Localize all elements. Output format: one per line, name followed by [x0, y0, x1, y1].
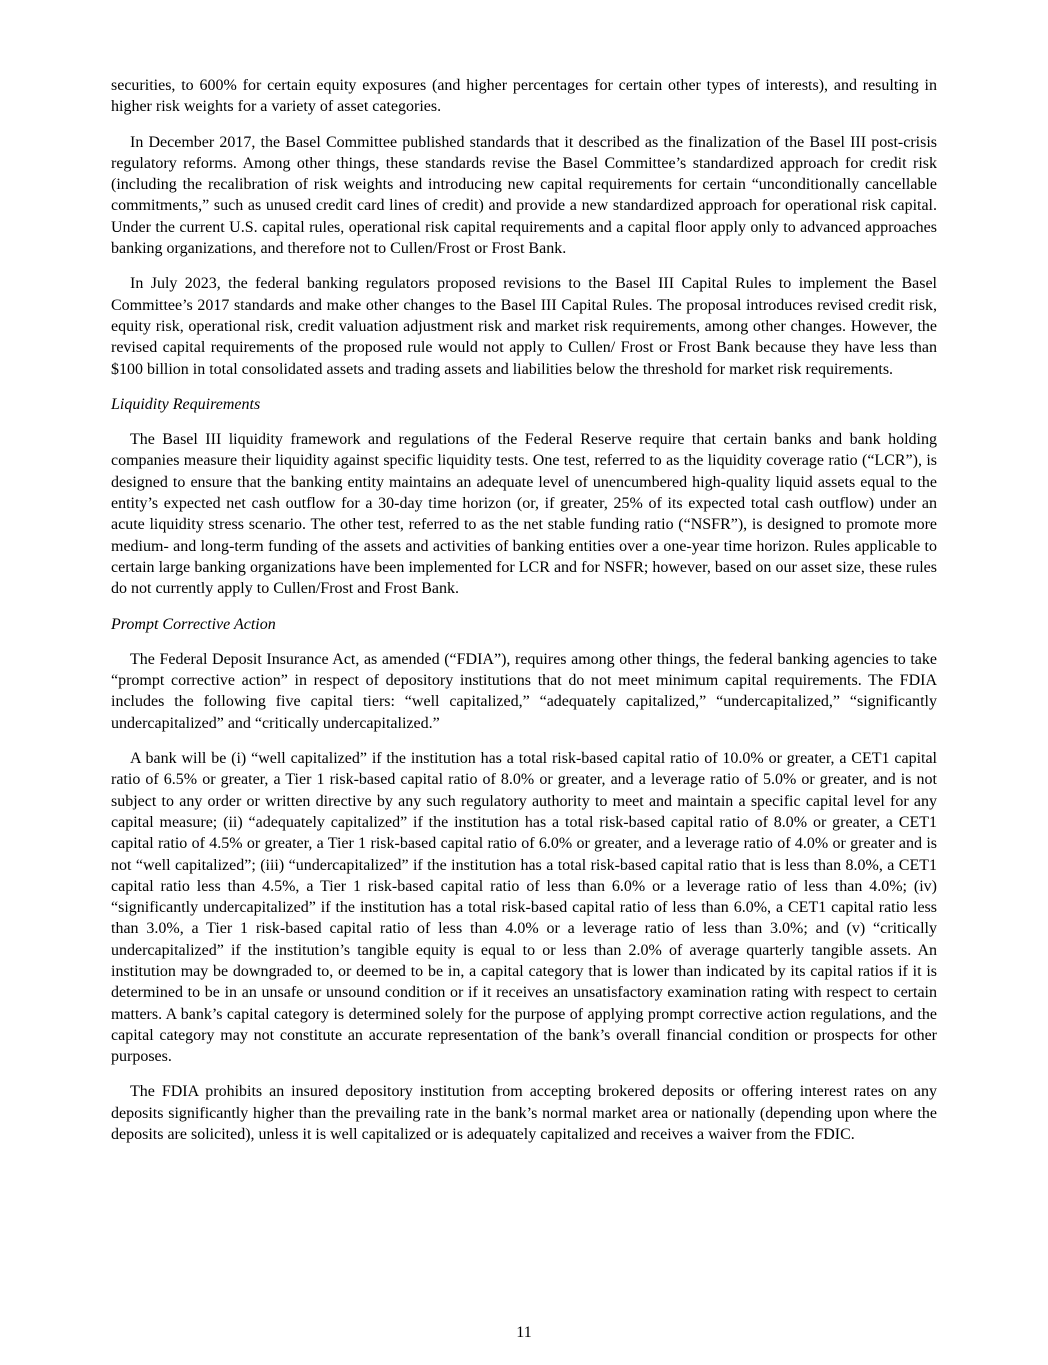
paragraph-brokered-deposits: The FDIA prohibits an insured depository institution from accepting brokered deposits or offering interest rates on any deposits significantly higher than the prevailing rate in the bank’s normal market area or nationally (depending upon where the deposits are solicited), unless it is well capitalized or is adequately capitalized and receives a waiver from the FDIC. — [111, 1083, 937, 1144]
paragraph-capital-category-definitions: A bank will be (i) “well capitalized” if the institution has a total risk-based capital ratio of 10.0% or greater, a CET1 capital ratio of 6.5% or greater, a Tier 1 risk-based capital ratio of 8.0% or greater, and a leverage ratio of 5.0% or greater, and is not subject to any order or written directive by any such regulatory authority to meet and maintain a specific capital level for any capital measure; (ii) “adequately capitalized” if the institution has a total risk-based capital ratio of 8.0% or greater, a CET1 capital ratio of 4.5% or greater, a Tier 1 risk-based capital ratio of 6.0% or greater, and a leverage ratio of 4.0% or greater and is not “well capitalized”; (iii) “undercapitalized” if the institution has a total risk-based capital ratio that is less than 8.0%, a CET1 capital ratio less than 4.5%, a Tier 1 risk-based capital ratio of less than 6.0% or a leverage ratio of less than 4.0%; (iv) “significantly undercapitalized” if the institution has a total risk-based capital ratio of less than 6.0%, a CET1 capital ratio less than 3.0%, a Tier 1 risk-based capital ratio of less than 4.0% or a leverage ratio of less than 3.0%; and (v) “critically undercapitalized” if the institution’s tangible equity is equal to or less than 2.0% of average quarterly tangible assets. An institution may be downgraded to, or deemed to be in, a capital category that is lower than indicated by its capital ratios if it is determined to be in an unsafe or unsound condition or if it receives an unsatisfactory examination rating with respect to certain matters. A bank’s capital category is determined solely for the purpose of applying prompt corrective action regulations, and the capital category may not constitute an accurate representation of the bank’s overall financial condition or prospects for other purposes. — [111, 750, 937, 1066]
paragraph-liquidity-framework: The Basel III liquidity framework and regulations of the Federal Reserve require that certain banks and bank holding companies measure their liquidity against specific liquidity tests. One test, referred to as the liquidity coverage ratio (“LCR”), is designed to ensure that the banking entity maintains an adequate level of unencumbered high-quality liquid assets equal to the entity’s expected net cash outflow for a 30-day time horizon (or, if greater, 25% of its expected total cash outflow) under an acute liquidity stress scenario. The other test, referred to as the net stable funding ratio (“NSFR”), is designed to promote more medium- and long-term funding of the assets and activities of banking entities over a one-year time horizon. Rules applicable to certain large banking organizations have been implemented for LCR and for NSFR; however, based on our asset size, these rules do not currently apply to Cullen/Frost and Frost Bank. — [111, 431, 937, 598]
paragraph-basel-committee-2017: In December 2017, the Basel Committee published standards that it described as the finalization of the Basel III post-crisis regulatory reforms. Among other things, these standards revise the Basel Committee’s standardized approach for credit risk (including the recalibration of risk weights and introducing new capital requirements for certain “unconditionally cancellable commitments,” such as unused credit card lines of credit) and provide a new standardized approach for operational risk capital. Under the current U.S. capital rules, operational risk capital requirements and a capital floor apply only to advanced approaches banking organizations, and therefore not to Cullen/Frost or Frost Bank. — [111, 133, 937, 258]
section-heading-liquidity-requirements: Liquidity Requirements — [111, 395, 261, 413]
paragraph-risk-weights-continued: securities, to 600% for certain equity exposures (and higher percentages for certain other types of interests), and resulting in higher risk weights for a variety of asset categories. — [111, 77, 937, 116]
document-body — [111, 75, 937, 1159]
paragraph-july-2023-proposal: In July 2023, the federal banking regulators proposed revisions to the Basel III Capital Rules to implement the Basel Committee’s 2017 standards and make other changes to the Basel III Capital Rules. The proposal introduces revised credit risk, equity risk, operational risk, credit valuation adjustment risk and market risk requirements, among other changes. However, the revised capital requirements of the proposed rule would not apply to Cullen/ Frost or Frost Bank because they have less than $100 billion in total consolidated assets and trading assets and liabilities below the threshold for market risk requirements. — [111, 275, 937, 378]
page-number: 11 — [516, 1324, 532, 1341]
paragraph-fdia-capital-tiers: The Federal Deposit Insurance Act, as amended (“FDIA”), requires among other things, the federal banking agencies to take “prompt corrective action” in respect of depository institutions that do not meet minimum capital requirements. The FDIA includes the following five capital tiers: “well capitalized,” “adequately capitalized,” “undercapitalized,” “significantly undercapitalized” and “critically undercapitalized.” — [111, 650, 937, 732]
section-heading-prompt-corrective-action: Prompt Corrective Action — [111, 615, 276, 633]
